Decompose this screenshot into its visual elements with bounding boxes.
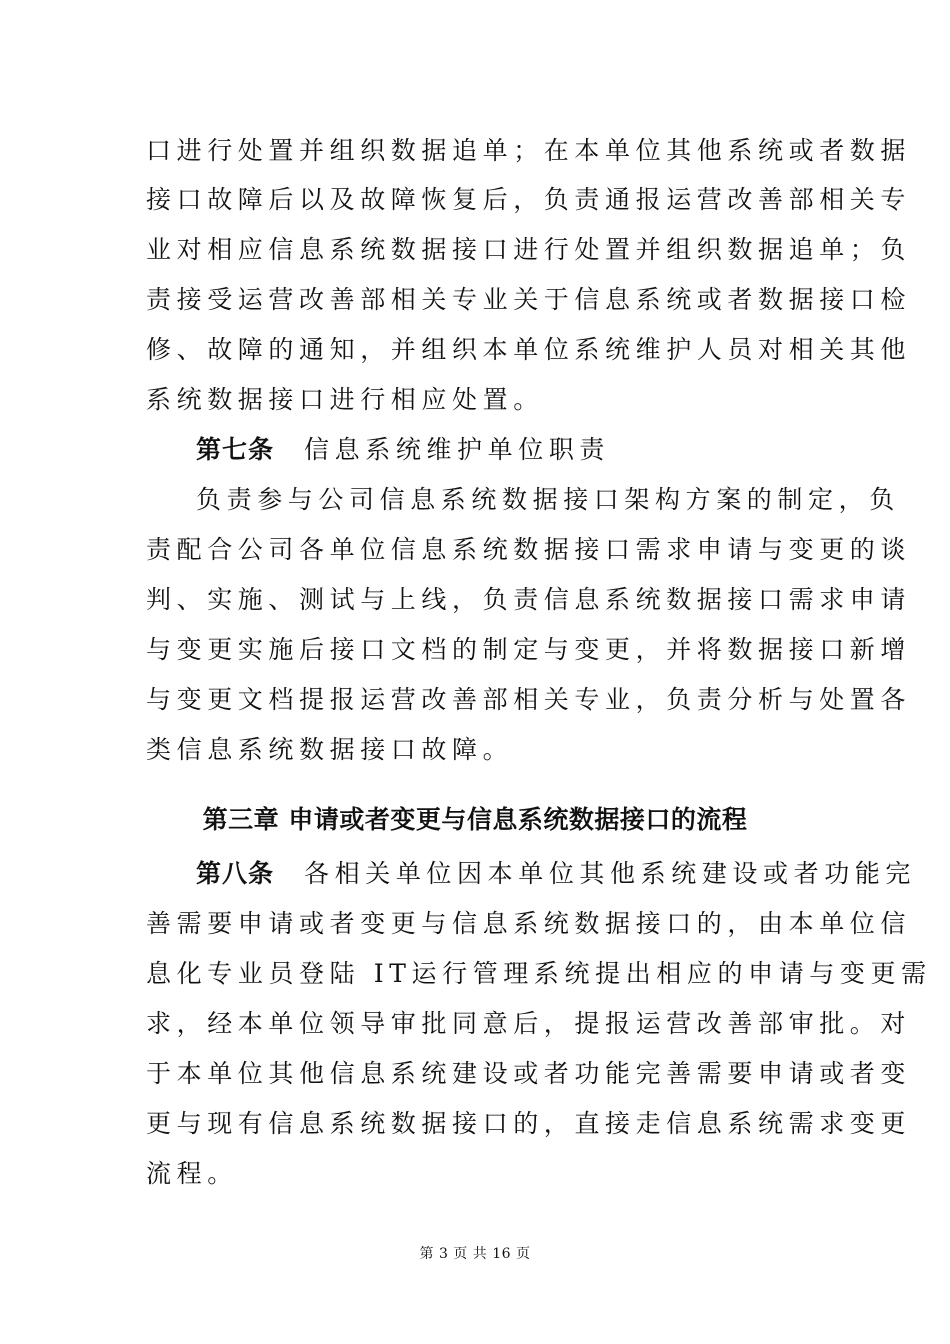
paragraph-line: 于本单位其他信息系统建设或者功能完善需要申请或者变 [146,1059,912,1088]
article-seven-subject: 信息系统维护单位职责 [304,435,611,464]
article-eight-title: 第八条 [196,859,275,888]
paragraph-line: 责配合公司各单位信息系统数据接口需求申请与变更的谈 [146,535,912,564]
paragraph-line: 与变更实施后接口文档的制定与变更，并将数据接口新增 [146,635,912,664]
paragraph-line: 善需要申请或者变更与信息系统数据接口的，由本单位信 [146,909,912,938]
article-eight-first-line [196,856,917,892]
chapter-heading: 第三章 申请或者变更与信息系统数据接口的流程 [202,805,748,834]
paragraph-line: 更与现有信息系统数据接口的，直接走信息系统需求变更 [146,1109,912,1138]
paragraph-line: 口进行处置并组织数据追单；在本单位其他系统或者数据 [146,136,912,165]
paragraph-line: 业对相应信息系统数据接口进行处置并组织数据追单；负 [146,235,912,264]
paragraph-line: 息化专业员登陆 IT运行管理系统提出相应的申请与变更需 [146,959,932,988]
paragraph-line: 修、故障的通知，并组织本单位系统维护人员对相关其他 [146,335,912,364]
paragraph-line: 与变更文档提报运营改善部相关专业，负责分析与处置各 [146,685,912,714]
paragraph-line: 判、实施、测试与上线，负责信息系统数据接口需求申请 [146,585,912,614]
paragraph-line: 流程。 [146,1159,238,1188]
article-eight-text: 各相关单位因本单位其他系统建设或者功能完 [304,859,917,888]
page-footer: 第 3 页 共 16 页 [419,1246,531,1262]
article-seven-heading [196,432,806,468]
paragraph-line: 系统数据接口进行相应处置。 [146,385,544,414]
paragraph-line: 责接受运营改善部相关专业关于信息系统或者数据接口检 [146,285,912,314]
paragraph-line: 接口故障后以及故障恢复后，负责通报运营改善部相关专 [146,185,912,214]
paragraph-line: 类信息系统数据接口故障。 [146,735,514,764]
article-seven-title: 第七条 [196,435,275,464]
paragraph-line: 负责参与公司信息系统数据接口架构方案的制定，负 [196,485,900,514]
paragraph-line: 求，经本单位领导审批同意后，提报运营改善部审批。对 [146,1009,912,1038]
